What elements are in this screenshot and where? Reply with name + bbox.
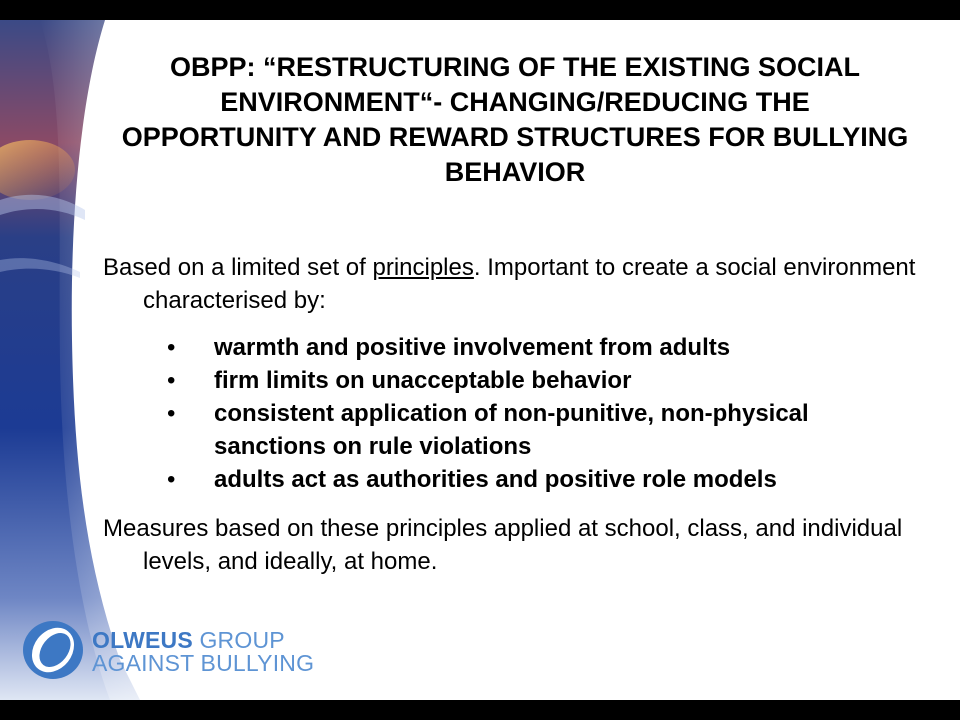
intro-text-start: Based on a limited set of (103, 254, 373, 281)
olweus-ring-logo-icon (20, 615, 90, 685)
bullet-text: adults act as authorities and positive role models (214, 466, 777, 493)
principles-list (103, 331, 923, 496)
slide-title: OBPP: “RESTRUCTURING OF THE EXISTING SOCIAL ENVIRONMENT“- CHANGING/REDUCING THE OPPORTUNITY AND REWARD STRUCTURES FOR BULLYING BEHAVIOR (121, 52, 909, 187)
list-item (103, 331, 923, 364)
bullet-text: firm limits on unacceptable behavior (214, 367, 632, 394)
logo-line-2: AGAINST BULLYING (92, 650, 315, 676)
logo-group-word: GROUP (192, 627, 285, 653)
bullet-icon: • (167, 334, 176, 361)
slide (0, 20, 960, 700)
list-item (103, 463, 923, 496)
bullet-text: warmth and positive involvement from adults (214, 334, 731, 361)
list-item (103, 397, 923, 463)
closing-paragraph: Measures based on these principles applied at school, class, and individual levels, and ideally, at home. (103, 515, 903, 575)
logo-name: OLWEUS (92, 627, 193, 653)
bullet-icon: • (167, 400, 176, 427)
intro-underlined-word: principles (372, 254, 474, 281)
slide-body (103, 251, 923, 578)
logo-line-1 (92, 629, 314, 652)
intro-paragraph (103, 251, 923, 317)
bullet-icon: • (167, 367, 176, 394)
olweus-logo (20, 615, 340, 685)
bullet-text: consistent application of non-punitive, non-physical sanctions on rule violations (214, 400, 809, 460)
intro-text-end: . Important to create a social environment characterised by: (143, 254, 916, 314)
bullet-icon: • (167, 466, 176, 493)
logo-text (92, 629, 314, 675)
list-item (103, 364, 923, 397)
